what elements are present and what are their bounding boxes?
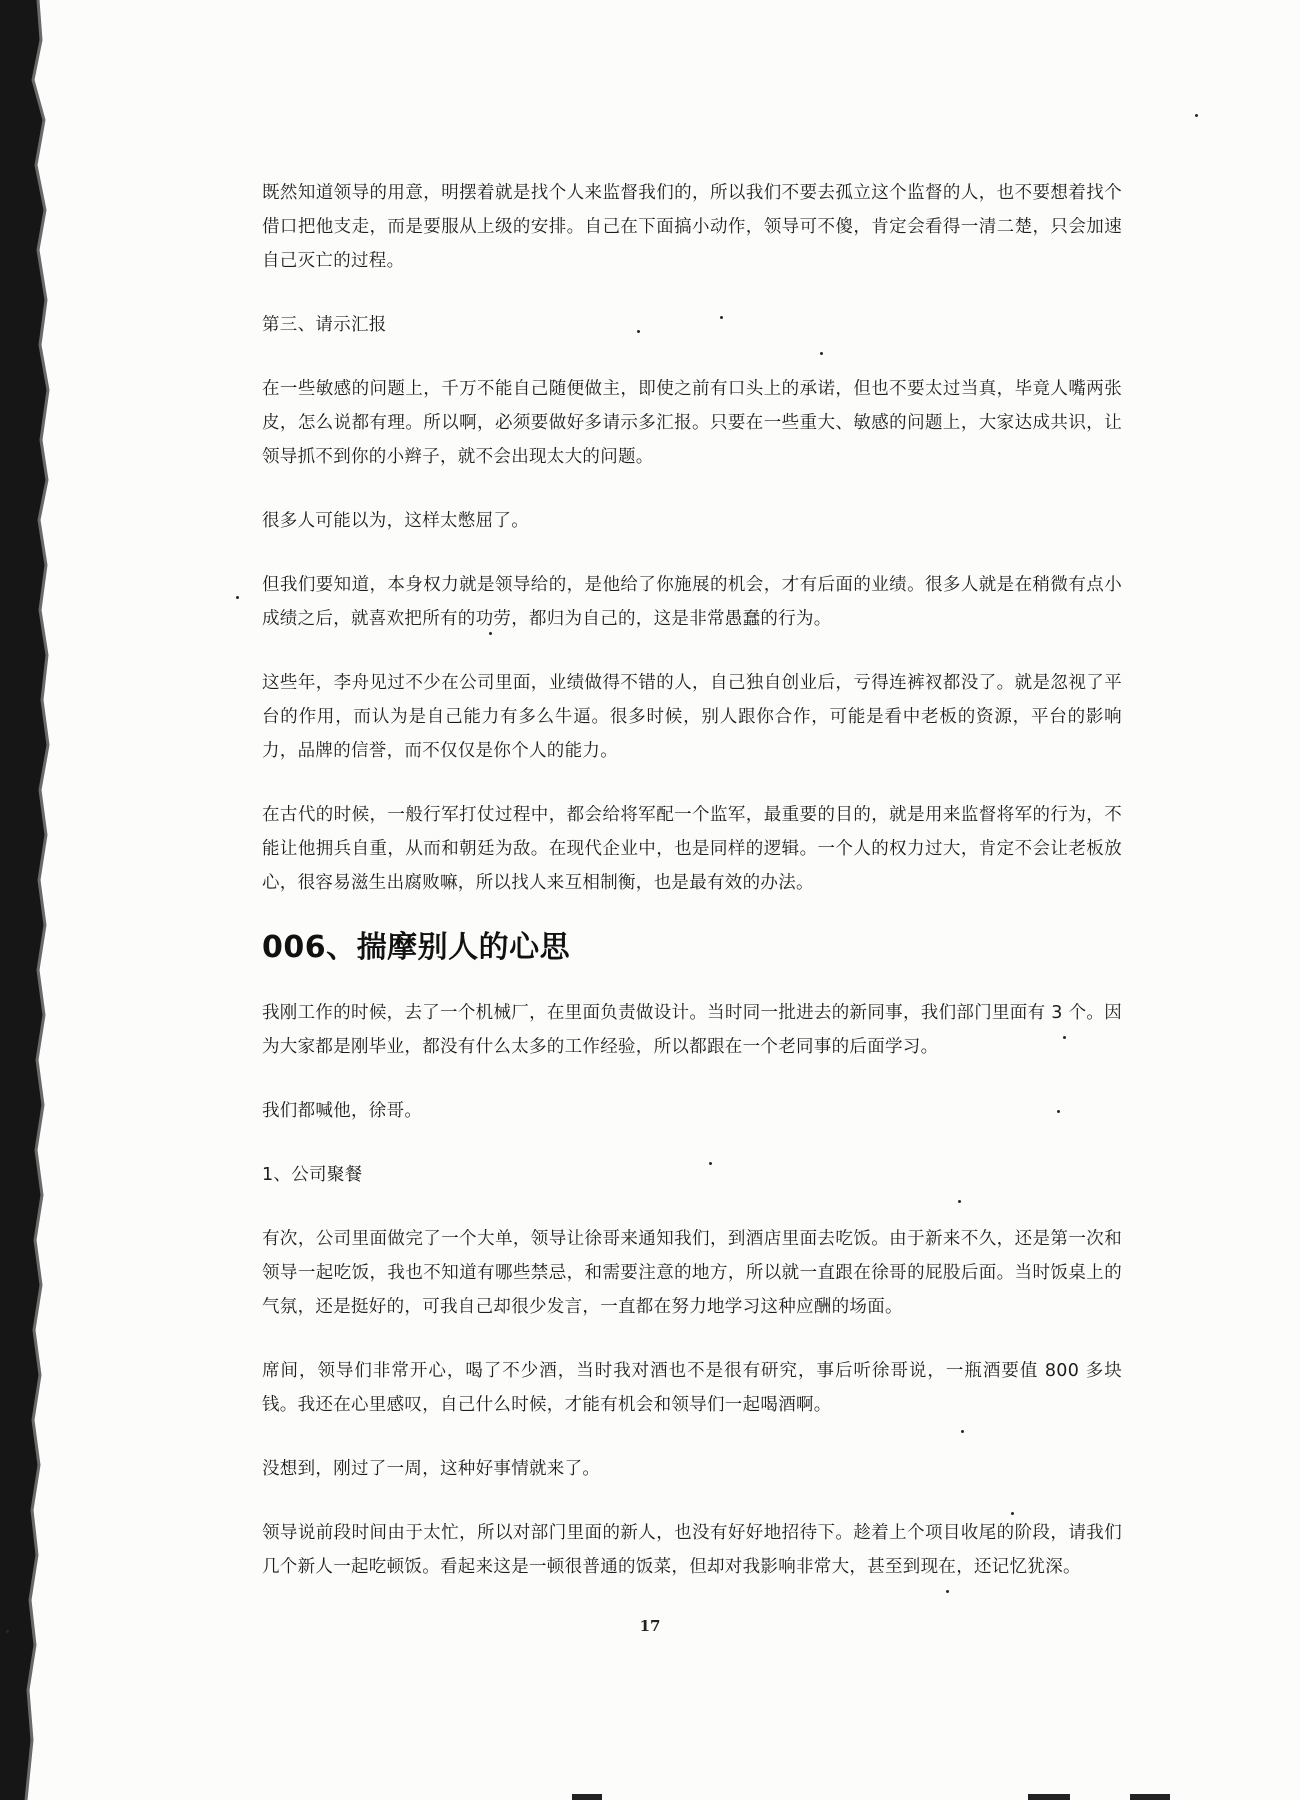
paragraph-power-from-leader: 但我们要知道，本身权力就是领导给的，是他给了你施展的机会，才有后面的业绩。很多人就是在稍微有点小成绩之后，就喜欢把所有的功劳，都归为自己的，这是非常愚蠢的行为。	[262, 575, 1122, 629]
scan-speck	[946, 1590, 949, 1593]
paragraph-feeling-stifled: 很多人可能以为，这样太憋屈了。	[262, 511, 529, 531]
paragraph-one-week-later: 没想到，刚过了一周，这种好事情就来了。	[262, 1459, 601, 1479]
scan-speck	[720, 316, 723, 319]
document-body	[262, 176, 1122, 1584]
scan-speck	[489, 632, 492, 635]
scan-speck	[236, 596, 239, 599]
paragraph-wine-price: 席间，领导们非常开心，喝了不少酒，当时我对酒也不是很有研究，事后听徐哥说，一瓶酒要值 800 多块钱。我还在心里感叹，自己什么时候，才能有机会和领导们一起喝酒啊。	[262, 1361, 1122, 1415]
scan-speck	[820, 352, 823, 355]
paragraph-platform-role: 这些年，李舟见过不少在公司里面，业绩做得不错的人，自己独自创业后，亏得连裤衩都没了。就是忽视了平台的作用，而认为是自己能力有多么牛逼。很多时候，别人跟你合作，可能是看中老板的资源，平台的影响力，品牌的信誉，而不仅仅是你个人的能力。	[262, 673, 1122, 761]
paragraph-brother-xu: 我们都喊他，徐哥。	[262, 1101, 423, 1121]
paragraph-new-staff-dinner: 领导说前段时间由于太忙，所以对部门里面的新人，也没有好好地招待下。趁着上个项目收尾的阶段，请我们几个新人一起吃顿饭。看起来这是一顿很普通的饭菜，但却对我影响非常大，甚至到现在，还记忆犹深。	[262, 1523, 1122, 1577]
section-heading: 006、揣摩别人的心思	[262, 930, 571, 965]
scan-speck	[709, 1162, 712, 1165]
scan-speck	[637, 330, 640, 333]
scan-speck	[6, 1630, 9, 1633]
scan-speck	[961, 1430, 964, 1433]
subheading-company-dinner: 1、公司聚餐	[262, 1165, 363, 1185]
scan-speck	[1195, 114, 1198, 117]
scan-bottom-mark	[1130, 1794, 1170, 1800]
scan-speck	[1063, 1036, 1066, 1039]
paragraph-big-deal-dinner: 有次，公司里面做完了一个大单，领导让徐哥来通知我们，到酒店里面去吃饭。由于新来不久，还是第一次和领导一起吃饭，我也不知道有哪些禁忌，和需要注意的地方，所以就一直跟在徐哥的屁股后面。当时饭桌上的气氛，还是挺好的，可我自己却很少发言，一直都在努力地学习这种应酬的场面。	[262, 1229, 1122, 1317]
scan-speck	[1057, 1110, 1060, 1113]
paragraph-sensitive-issues: 在一些敏感的问题上，千万不能自己随便做主，即使之前有口头上的承诺，但也不要太过当真，毕竟人嘴两张皮，怎么说都有理。所以啊，必须要做好多请示多汇报。只要在一些重大、敏感的问题上，大家达成共识，让领导抓不到你的小辫子，就不会出现太大的问题。	[262, 379, 1122, 467]
paragraph-first-job: 我刚工作的时候，去了一个机械厂，在里面负责做设计。当时同一批进去的新同事，我们部门里面有 3 个。因为大家都是刚毕业，都没有什么太多的工作经验，所以都跟在一个老同事的后面学习。	[262, 1003, 1122, 1057]
paragraph-ancient-supervisor: 在古代的时候，一般行军打仗过程中，都会给将军配一个监军，最重要的目的，就是用来监督将军的行为，不能让他拥兵自重，从而和朝廷为敌。在现代企业中，也是同样的逻辑。一个人的权力过大，肯定不会让老板放心，很容易滋生出腐败嘛，所以找人来互相制衡，也是最有效的办法。	[262, 805, 1122, 893]
page-number: 17	[639, 1617, 661, 1635]
torn-paper-edge	[0, 0, 60, 1800]
scan-speck	[1011, 1512, 1014, 1515]
scan-speck	[958, 1200, 961, 1203]
scan-bottom-mark	[1028, 1794, 1070, 1800]
scan-bottom-mark	[572, 1794, 602, 1800]
subheading-request-report: 第三、请示汇报	[262, 315, 387, 335]
paragraph-supervision-intent: 既然知道领导的用意，明摆着就是找个人来监督我们的，所以我们不要去孤立这个监督的人，也不要想着找个借口把他支走，而是要服从上级的安排。自己在下面搞小动作，领导可不傻，肯定会看得一清二楚，只会加速自己灭亡的过程。	[262, 183, 1122, 271]
